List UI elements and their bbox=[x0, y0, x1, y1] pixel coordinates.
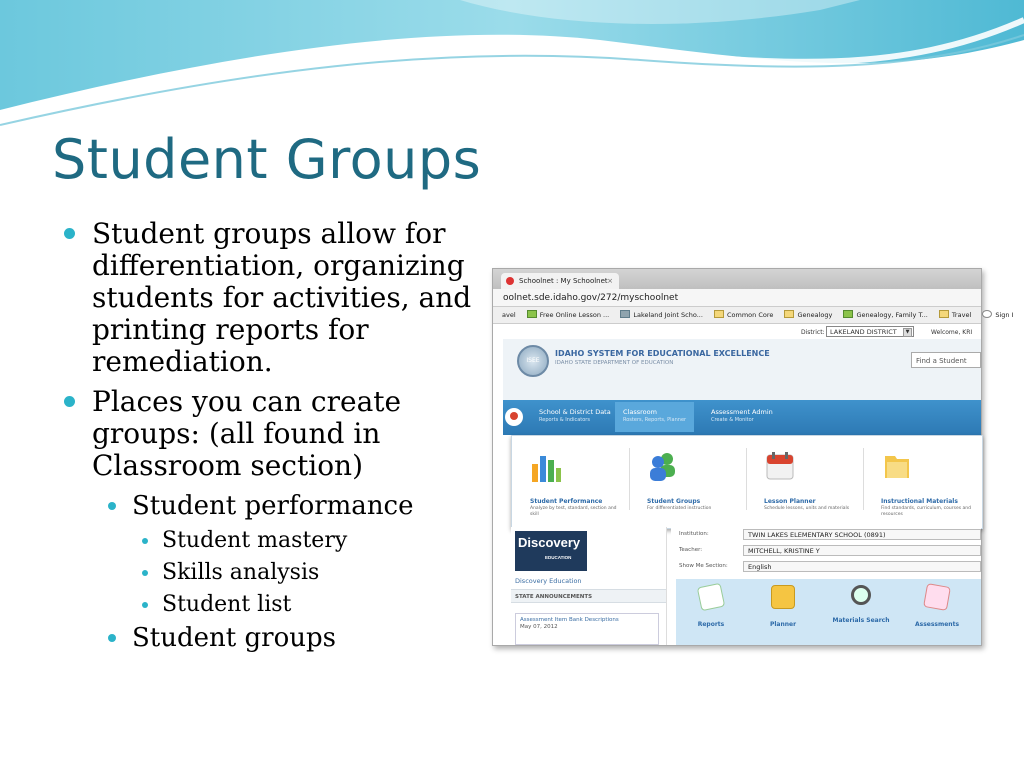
folder-icon bbox=[784, 310, 794, 318]
globe-icon bbox=[982, 310, 992, 318]
site-subtitle: IDAHO STATE DEPARTMENT OF EDUCATION bbox=[555, 360, 674, 366]
schoolnet-screenshot bbox=[492, 268, 1014, 646]
page-icon bbox=[620, 310, 630, 318]
institution-label: Institution: bbox=[679, 531, 709, 537]
bookmark-item[interactable]: Lakeland Joint Scho... bbox=[620, 307, 703, 323]
sub-bullet-item bbox=[62, 490, 492, 522]
card-lesson-planner[interactable] bbox=[746, 446, 861, 520]
reports-icon bbox=[697, 583, 725, 611]
bookmark-item[interactable]: Common Core bbox=[714, 307, 773, 323]
nav-school-district-data[interactable]: School & District Data Reports & Indicators bbox=[539, 408, 611, 423]
discovery-education-link[interactable]: Discovery Education bbox=[515, 577, 582, 585]
teacher-label: Teacher: bbox=[679, 547, 703, 553]
sub-sub-bullet-item bbox=[62, 526, 492, 556]
card-title: Lesson Planner bbox=[764, 498, 816, 505]
bullet-text: Student performance bbox=[132, 491, 414, 521]
classroom-dropdown-panel bbox=[511, 435, 983, 529]
card-description: For differentiated instruction bbox=[647, 506, 712, 511]
bullet-list bbox=[62, 218, 492, 658]
bullet-text: Student groups bbox=[132, 623, 336, 653]
sub-sub-bullet-item bbox=[62, 590, 492, 620]
card-description: Analyze by test, standard, section and skill bbox=[530, 506, 617, 517]
header-wave-decoration bbox=[0, 0, 1024, 130]
leaf-icon bbox=[527, 310, 537, 318]
bullet-dot-icon bbox=[142, 570, 148, 576]
card-student-groups[interactable] bbox=[629, 446, 744, 520]
chevron-down-icon: ▼ bbox=[903, 328, 912, 337]
browser-tab[interactable] bbox=[501, 273, 619, 289]
browser-tab-bar bbox=[493, 269, 981, 289]
url-bar[interactable]: oolnet.sde.idaho.gov/272/myschoolnet bbox=[493, 289, 981, 307]
close-tab-icon[interactable]: × bbox=[607, 277, 613, 285]
bullet-dot-icon bbox=[142, 538, 148, 544]
opera-icon bbox=[506, 277, 514, 285]
welcome-text: Welcome, KRI bbox=[931, 329, 973, 336]
quick-tools bbox=[676, 579, 981, 645]
bookmark-item[interactable]: avel bbox=[502, 311, 516, 319]
state-seal-logo: ISEE bbox=[517, 345, 549, 377]
bullet-dot-icon bbox=[142, 602, 148, 608]
bookmarks-bar bbox=[493, 307, 1014, 324]
bullet-dot-icon bbox=[108, 502, 116, 510]
bookmark-item[interactable]: Genealogy, Family T... bbox=[843, 307, 927, 323]
slide-title: Student Groups bbox=[52, 128, 482, 191]
tool-materials-search[interactable]: Materials Search bbox=[826, 585, 896, 624]
bullet-dot-icon bbox=[64, 396, 75, 407]
institution-select[interactable]: TWIN LAKES ELEMENTARY SCHOOL (0891) bbox=[743, 529, 981, 540]
bullet-item bbox=[62, 386, 492, 482]
site-name: IDAHO SYSTEM FOR EDUCATIONAL EXCELLENCE bbox=[555, 349, 770, 358]
card-description: Schedule lessons, units and materials bbox=[764, 506, 850, 511]
folder-icon bbox=[714, 310, 724, 318]
section-label: Show Me Section: bbox=[679, 563, 728, 569]
bullet-text: Places you can create groups: (all found in Classroom section) bbox=[92, 385, 402, 482]
district-select[interactable]: LAKELAND DISTRICT ▼ bbox=[826, 326, 914, 337]
section-row bbox=[679, 561, 979, 574]
folder-icon bbox=[881, 450, 913, 482]
people-group-icon bbox=[647, 450, 679, 482]
nav-classroom[interactable]: Classroom Rosters, Reports, Planner bbox=[615, 402, 694, 432]
sub-bullet-item bbox=[62, 622, 492, 654]
leaf-icon bbox=[843, 310, 853, 318]
bullet-dot-icon bbox=[108, 634, 116, 642]
bullet-text: Student mastery bbox=[162, 528, 348, 553]
discovery-education-logo[interactable]: Discovery EDUCATION bbox=[515, 531, 587, 571]
section-select[interactable]: English bbox=[743, 561, 981, 572]
institution-row bbox=[679, 529, 979, 542]
state-announcements-header: STATE ANNOUNCEMENTS bbox=[511, 589, 666, 603]
card-description: Find standards, curriculum, courses and resources bbox=[881, 506, 971, 517]
folder-icon bbox=[939, 310, 949, 318]
bookmark-item[interactable]: Sign I bbox=[982, 307, 1013, 323]
tab-title: Schoolnet : My Schoolnet bbox=[519, 277, 608, 285]
home-icon[interactable] bbox=[505, 408, 523, 426]
announcement-item[interactable]: Assessment Item Bank Descriptions May 07, 2012 bbox=[515, 613, 659, 645]
bookmark-item[interactable]: Free Online Lesson ... bbox=[527, 307, 610, 323]
sub-sub-bullet-item bbox=[62, 558, 492, 588]
district-label: District: bbox=[801, 329, 825, 336]
card-title: Student Groups bbox=[647, 498, 701, 505]
main-nav bbox=[503, 400, 981, 435]
bookmark-item[interactable]: Travel bbox=[939, 307, 971, 323]
card-title: Instructional Materials bbox=[881, 498, 958, 505]
site-header bbox=[503, 339, 981, 401]
teacher-row bbox=[679, 545, 979, 558]
assessments-icon bbox=[923, 583, 951, 611]
bookmark-item[interactable]: Genealogy bbox=[784, 307, 832, 323]
tool-planner[interactable]: Planner bbox=[748, 585, 818, 628]
bullet-text: Student list bbox=[162, 592, 292, 617]
magnifier-icon bbox=[851, 585, 871, 605]
bullet-text: Student groups allow for differentiation, organizing students for activities, and printing reports for remediation. bbox=[92, 217, 472, 378]
nav-assessment-admin[interactable]: Assessment Admin Create & Monitor bbox=[711, 408, 773, 423]
tool-assessments[interactable]: Assessments bbox=[902, 585, 972, 628]
bar-chart-icon bbox=[530, 450, 562, 482]
planner-icon bbox=[771, 585, 795, 609]
left-column bbox=[511, 527, 667, 645]
bullet-text: Skills analysis bbox=[162, 560, 320, 585]
selection-form bbox=[671, 527, 981, 577]
find-student-input[interactable]: Find a Student bbox=[911, 352, 981, 368]
bullet-item bbox=[62, 218, 492, 378]
card-title: Student Performance bbox=[530, 498, 603, 505]
calendar-icon bbox=[764, 450, 796, 482]
card-instructional-materials[interactable] bbox=[863, 446, 978, 520]
tool-reports[interactable]: Reports bbox=[676, 585, 746, 628]
bullet-dot-icon bbox=[64, 228, 75, 239]
card-student-performance[interactable] bbox=[512, 446, 627, 520]
teacher-select[interactable]: MITCHELL, KRISTINE Y bbox=[743, 545, 981, 556]
